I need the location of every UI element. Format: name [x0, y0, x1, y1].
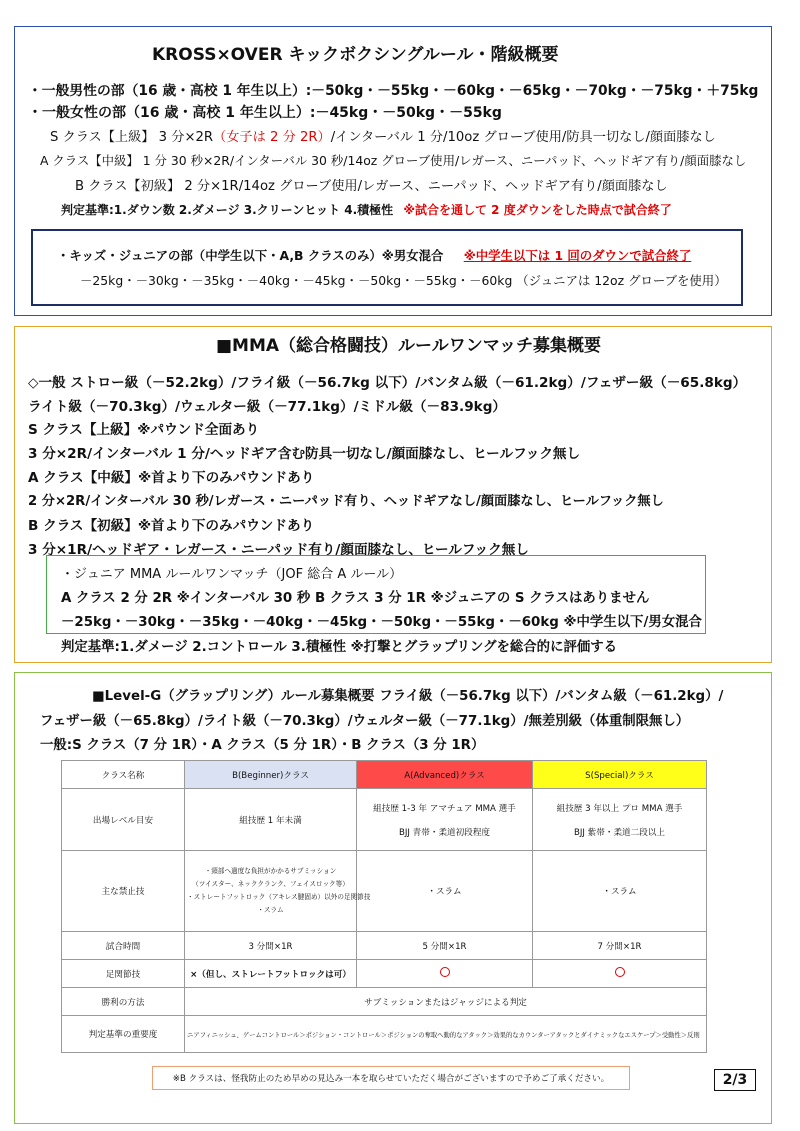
kick-men-weights: ・一般男性の部（16 歳・高校 1 年生以上）:－50kg・－55kg・－60kg・－65kg・－70kg・－75kg・＋75kg [28, 83, 759, 99]
grappling-class-table [61, 760, 707, 1053]
kick-s-class-women-note: （女子は 2 分 2R） [213, 130, 331, 145]
kick-b-class: B クラス【初級】 2 分×1R/14oz グローブ使用/レガース、ニーパッド、ヘッドギア有り/顔面膝なし [75, 179, 668, 194]
mma-s-class-rule: 3 分×2R/インターバル 1 分/ヘッドギア含む防具一切なし/顔面膝なし、ヒールフック無し [28, 446, 581, 462]
kick-judge-criteria: 判定基準:1.ダウン数 2.ダメージ 3.クリーンヒット 4.積極性 [61, 203, 394, 217]
mma-s-class-heading: S クラス【上級】※パウンド全面あり [28, 422, 260, 438]
prohibited-s: ・スラム [533, 851, 707, 932]
kids-title [57, 246, 691, 264]
junior-mma-weights: －25kg・－30kg・－35kg・－40kg・－45kg・－50kg・－55kg・－60kg ※中学生以下/男女混合 [61, 615, 702, 630]
table-header-b-class: B(Beginner)クラス [185, 761, 357, 789]
row-label-leglocks: 足関節技 [62, 960, 185, 988]
prohibited-b-line3: ・ストレートフットロック（アキレス腱固め）以外の足関節技 [187, 893, 371, 901]
table-row [62, 761, 707, 789]
victory-method: サブミッションまたはジャッジによる判定 [185, 988, 707, 1016]
time-b: 3 分間×1R [185, 932, 357, 960]
time-s: 7 分間×1R [533, 932, 707, 960]
table-header-class-name: クラス名称 [62, 761, 185, 789]
row-label-level: 出場レベル目安 [62, 789, 185, 851]
prohibited-b-line4: ・スラム [257, 906, 284, 914]
leglocks-a [357, 960, 533, 988]
kick-a-class: A クラス【中級】 1 分 30 秒×2R/インターバル 30 秒/14oz グローブ使用/レガース、ニーパッド、ヘッドギア有り/顔面膝なし [40, 153, 747, 168]
page-number: 2/3 [714, 1069, 756, 1091]
prohibited-a: ・スラム [357, 851, 533, 932]
table-row [62, 932, 707, 960]
level-b: 組技歴 1 年未満 [185, 789, 357, 851]
grappling-general-classes: 一般:S クラス（7 分 1R）・A クラス（5 分 1R）・B クラス（3 分 1R） [40, 738, 485, 753]
grappling-title: ■Level-G（グラップリング）ルール募集概要 フライ級（－56.7kg 以下）/バンタム級（－61.2kg）/ [92, 689, 724, 704]
kick-judge-red-note: ※試合を通して 2 度ダウンをした時点で試合終了 [403, 203, 672, 217]
table-header-s-class: S(Special)クラス [533, 761, 707, 789]
kids-box [31, 229, 743, 306]
kickboxing-title: KROSS×OVER キックボクシングルール・階級概要 [152, 45, 559, 65]
mma-b-class-heading: B クラス【初級】※首より下のみパウンドあり [28, 518, 315, 534]
time-a: 5 分間×1R [357, 932, 533, 960]
b-class-note: ※B クラスは、怪我防止のため早めの見込み一本を取らせていただく場合がございますので予めご了承ください。 [152, 1066, 630, 1090]
kick-judge [61, 201, 672, 218]
mma-title: ■MMA（総合格闘技）ルールワンマッチ募集概要 [216, 336, 602, 356]
level-a [357, 789, 533, 851]
kick-women-weights: ・一般女性の部（16 歳・高校 1 年生以上）:－45kg・－50kg・－55kg [28, 105, 502, 121]
mma-general-weights-1: ◇一般 ストロー級（－52.2kg）/フライ級（－56.7kg 以下）/バンタム級（－61.2kg）/フェザー級（－65.8kg） [28, 375, 747, 391]
junior-mma-classes: A クラス 2 分 2R ※インターバル 30 秒 B クラス 3 分 1R ※ジュニアの S クラスはありません [61, 591, 650, 606]
mma-a-class-rule: 2 分×2R/インターバル 30 秒/レガース・ニーパッド有り、ヘッドギアなし/顔面膝なし、ヒールフック無し [28, 494, 664, 509]
table-row [62, 1016, 707, 1053]
prohibited-b-line2: （ツイスター、ネッククランク、フェイスロック等） [192, 880, 349, 888]
level-a-line2: BJJ 青帯・柔道初段程度 [398, 827, 491, 838]
leglocks-s [533, 960, 707, 988]
leglocks-b: ×（但し、ストレートフットロックは可） [185, 960, 357, 988]
kick-s-class-main: S クラス【上級】 3 分×2R [50, 130, 214, 145]
level-s [533, 789, 707, 851]
table-header-a-class: A(Advanced)クラス [357, 761, 533, 789]
grappling-weights: フェザー級（－65.8kg）/ライト級（－70.3kg）/ウェルター級（－77.1kg）/無差別級（体重制限無し） [40, 714, 690, 729]
row-label-criteria: 判定基準の重要度 [62, 1016, 185, 1053]
mma-general-weights-2: ライト級（－70.3kg）/ウェルター級（－77.1kg）/ミドル級（－83.9kg） [28, 399, 507, 415]
level-a-line1: 組技歴 1-3 年 アマチュア MMA 選手 [373, 803, 516, 814]
mma-b-class-rule: 3 分×1R/ヘッドギア・レガース・ニーパッド有り/顔面膝なし、ヒールフック無し [28, 542, 529, 558]
level-s-line2: BJJ 紫帯・柔道二段以上 [573, 827, 666, 838]
allowed-circle-icon [440, 967, 450, 977]
table-row [62, 851, 707, 932]
criteria-priority: ニアフィニッシュ、ゲームコントロール＞ポジション・コントロール＞ポジションの奪取へ動的なアタック＞効果的なカウンターアタックとダイナミックなエスケープ＞受動性＞反則 [185, 1016, 707, 1053]
row-label-time: 試合時間 [62, 932, 185, 960]
mma-a-class-heading: A クラス【中級】※首より下のみパウンドあり [28, 470, 315, 486]
kids-title-text: ・キッズ・ジュニアの部（中学生以下・A,B クラスのみ）※男女混合 [57, 248, 444, 263]
junior-mma-title: ・ジュニア MMA ルールワンマッチ（JOF 総合 A ルール） [61, 567, 403, 582]
prohibited-b [185, 851, 371, 932]
prohibited-b-line1: ・頸部へ過度な負担がかかるサブミッション [204, 867, 337, 875]
kick-s-class [50, 126, 716, 145]
kids-red-note: ※中学生以下は 1 回のダウンで試合終了 [463, 248, 692, 263]
table-row [62, 789, 707, 851]
row-label-victory: 勝利の方法 [62, 988, 185, 1016]
table-row [62, 960, 707, 988]
allowed-circle-icon [615, 967, 625, 977]
row-label-prohibited: 主な禁止技 [62, 851, 185, 932]
level-s-line1: 組技歴 3 年以上 プロ MMA 選手 [556, 803, 683, 814]
mma-judge: 判定基準:1.ダメージ 2.コントロール 3.積極性 ※打撃とグラップリングを総合的に評価する [61, 640, 618, 655]
table-row [62, 988, 707, 1016]
kick-s-class-rest: /インターバル 1 分/10oz グローブ使用/防具一切なし/顔面膝なし [330, 130, 716, 145]
kids-weights: －25kg・－30kg・－35kg・－40kg・－45kg・－50kg・－55kg・－60kg （ジュニアは 12oz グローブを使用） [80, 273, 727, 288]
